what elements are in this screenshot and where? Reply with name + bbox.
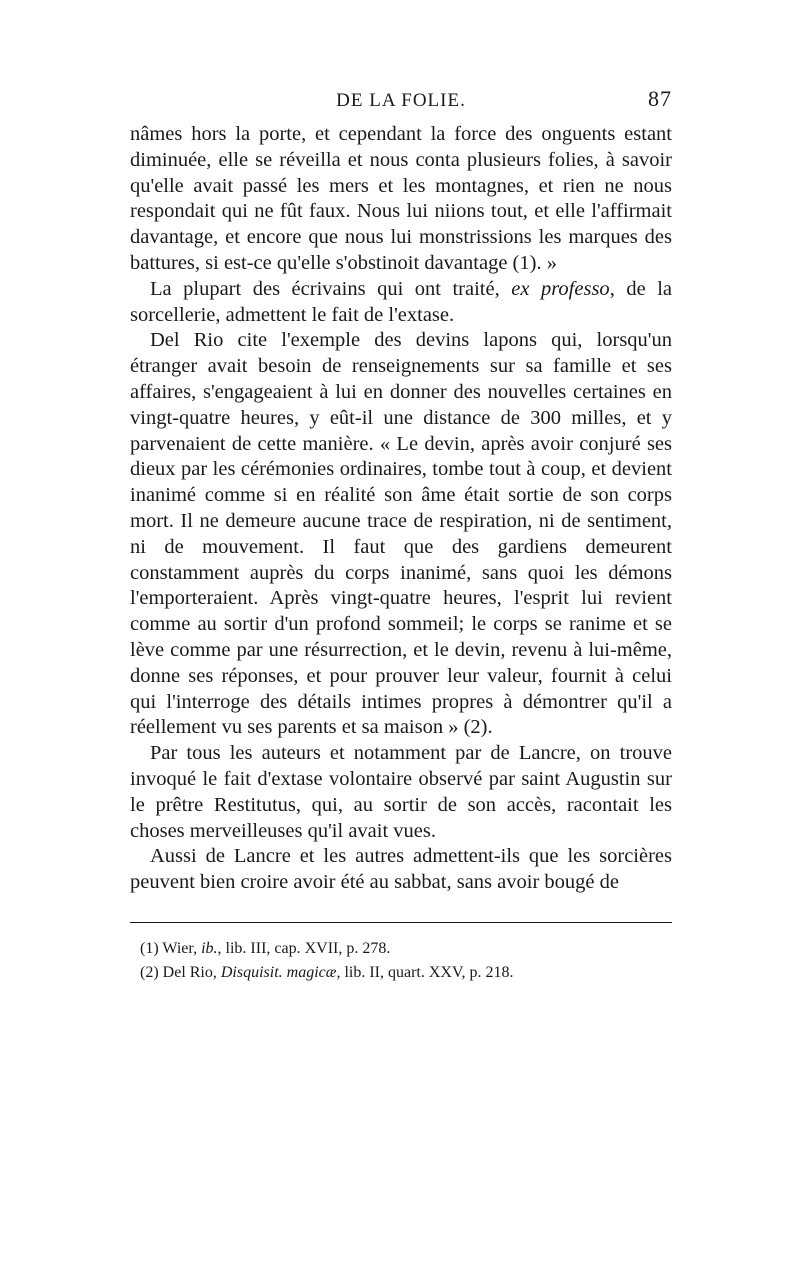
footnote-2-suffix: , lib. II, quart. XXV, p. 218. bbox=[336, 963, 514, 981]
body-text bbox=[130, 122, 672, 896]
footnote-2-prefix: (2) Del Rio, bbox=[140, 963, 221, 981]
paragraph-continuation: nâmes hors la porte, et cependant la force des onguents estant diminuée, elle se réveilla et nous conta plusieurs folies, à savoir qu'elle avait passé les mers et les montagnes, et rien ne nous respondait qui ne fût faux. Nous lui niions tout, et elle l'affirmait davantage, et encore que nous lui monstrissions les marques des battures, si est-ce qu'elle s'obstinoit davantage (1). » bbox=[130, 123, 672, 274]
footnote-1 bbox=[130, 937, 672, 961]
paragraph-writers bbox=[130, 277, 672, 329]
paragraph-augustin: Par tous les auteurs et notamment par de Lancre, on trouve invoqué le fait d'extase volontaire observé par saint Augustin sur le prêtre Restitutus, qui, au sortir de son accès, racontait les choses merveilleuses qu'il avait vues. bbox=[130, 742, 672, 842]
footnote-2-italic: Disquisit. magicæ bbox=[220, 963, 337, 981]
footnote-rule bbox=[130, 922, 672, 923]
page-number: 87 bbox=[648, 86, 672, 111]
running-title: DE LA FOLIE. bbox=[336, 90, 466, 111]
italic-phrase: ex professo bbox=[511, 277, 610, 300]
footnote-2 bbox=[130, 961, 672, 985]
footnote-1-prefix: (1) Wier, bbox=[140, 939, 202, 957]
running-head bbox=[130, 86, 672, 122]
paragraph-lancre: Aussi de Lancre et les autres admettent-ils que les sorcières peuvent bien croire avoir été au sabbat, sans avoir bougé de bbox=[130, 845, 672, 894]
paragraph-del-rio: Del Rio cite l'exemple des devins lapons qui, lorsqu'un étranger avait besoin de renseignements sur sa famille et ses affaires, s'engageaient à lui en donner des nouvelles certaines en vingt-quatre heures, y eût-il une distance de 300 milles, et y parvenaient de cette manière. « Le devin, après avoir conjuré ses dieux par les cérémonies ordinaires, tombe tout à coup, et devient inanimé comme si en réalité son âme était sortie de son corps mort. Il ne demeure aucune trace de respiration, ni de sentiment, ni de mouvement. Il faut que des gardiens demeurent constamment auprès du corps inanimé, sans quoi les démons l'emporteraient. Après vingt-quatre heures, l'esprit lui revient comme au sortir d'un profond sommeil; le corps se ranime et se lève comme par une résurrection, et le devin, revenu à lui-même, donne ses réponses, et pour prouver leur valeur, fournit à celui qui l'interroge des détails intimes propres à démontrer qu'il a réellement vu ses parents et sa maison » (2). bbox=[130, 329, 672, 739]
footnote-1-suffix: , lib. III, cap. XVII, p. 278. bbox=[217, 939, 391, 957]
footnote-1-italic: ib. bbox=[201, 939, 218, 957]
book-page bbox=[130, 86, 672, 985]
footnotes bbox=[130, 937, 672, 985]
paragraph-writers-text: La plupart des écrivains qui ont traité, ex professo, de la sorcellerie, admettent le fait de l'extase. bbox=[130, 277, 672, 326]
